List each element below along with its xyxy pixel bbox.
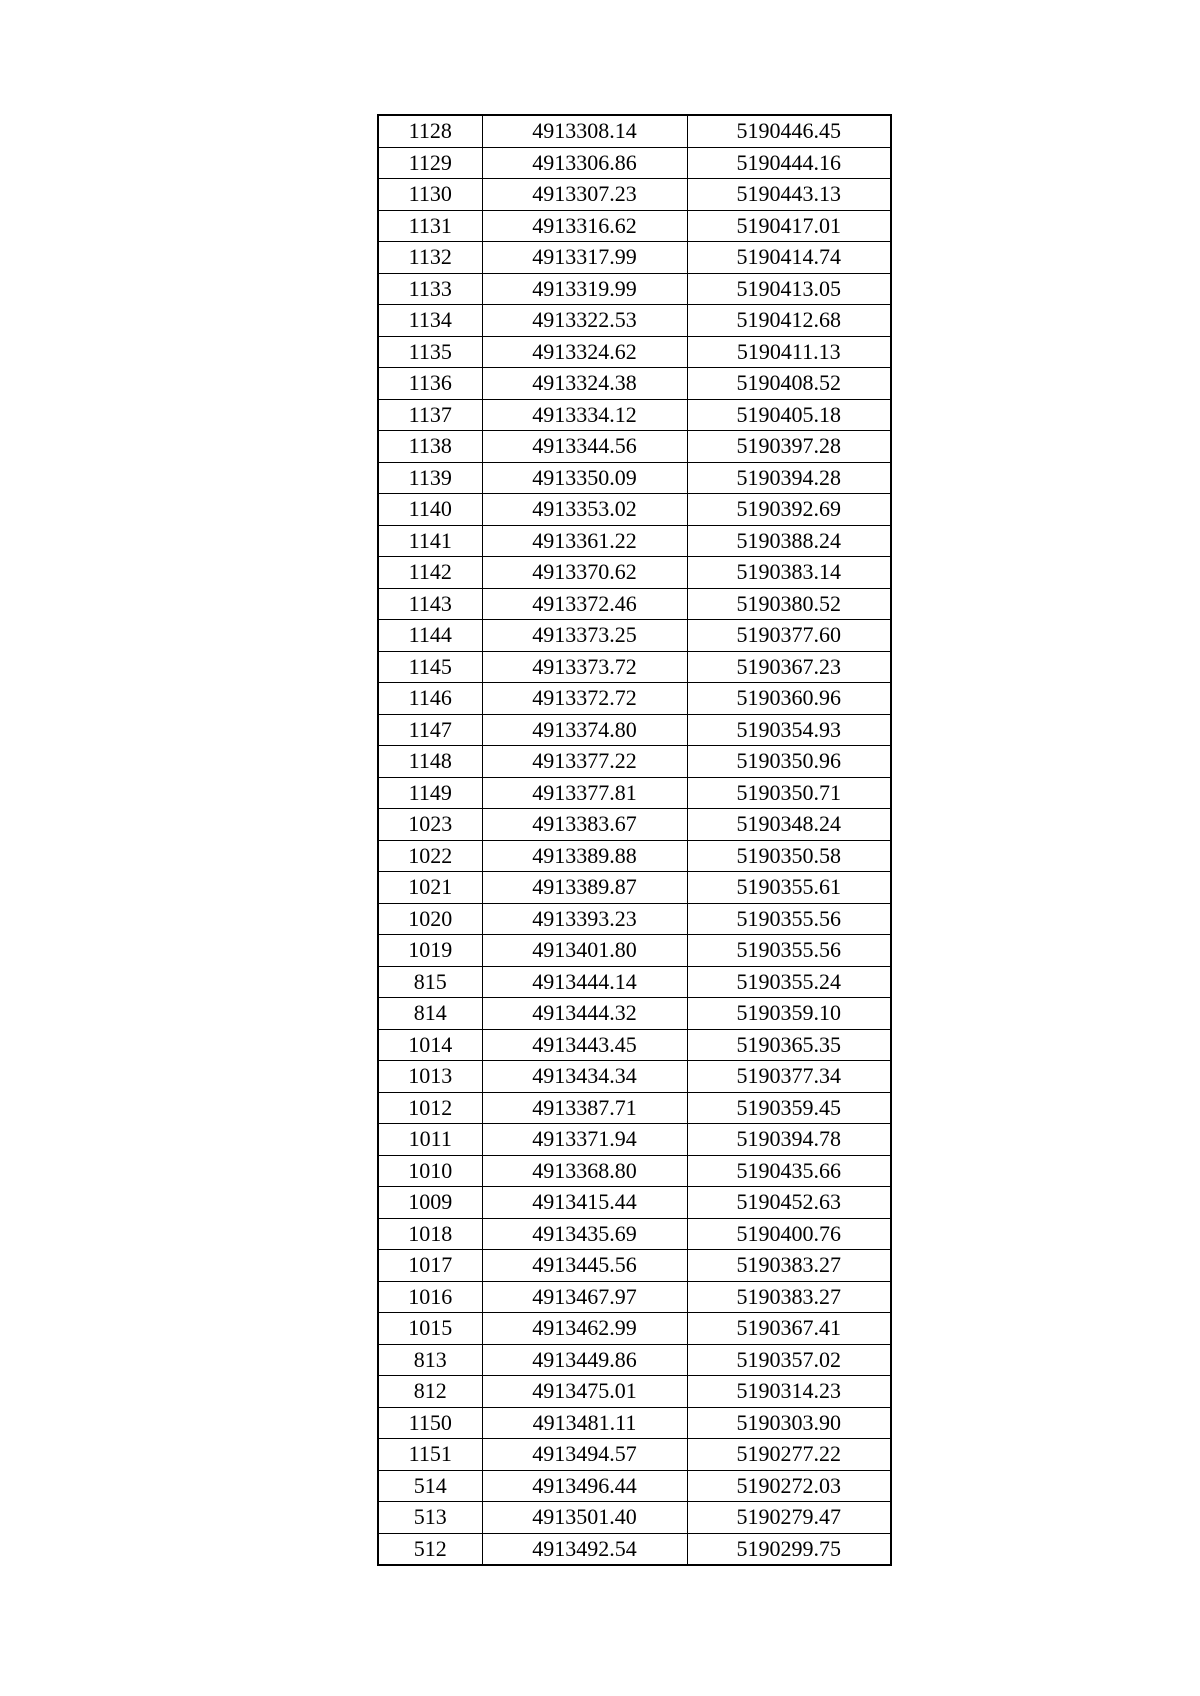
point-number-cell: 1014 (378, 1029, 482, 1061)
table-row (378, 1218, 891, 1250)
point-number-cell: 1010 (378, 1155, 482, 1187)
y-coordinate-cell: 5190405.18 (687, 399, 891, 431)
point-number-cell: 1140 (378, 494, 482, 526)
x-coordinate-cell: 4913317.99 (482, 242, 687, 274)
table-row (378, 998, 891, 1030)
table-row (378, 1092, 891, 1124)
y-coordinate-cell: 5190444.16 (687, 147, 891, 179)
x-coordinate-cell: 4913387.71 (482, 1092, 687, 1124)
table-row (378, 210, 891, 242)
x-coordinate-cell: 4913494.57 (482, 1439, 687, 1471)
y-coordinate-cell: 5190350.96 (687, 746, 891, 778)
x-coordinate-cell: 4913370.62 (482, 557, 687, 589)
y-coordinate-cell: 5190357.02 (687, 1344, 891, 1376)
y-coordinate-cell: 5190365.35 (687, 1029, 891, 1061)
point-number-cell: 813 (378, 1344, 482, 1376)
x-coordinate-cell: 4913393.23 (482, 903, 687, 935)
table-row (378, 714, 891, 746)
table-row (378, 115, 891, 147)
table-row (378, 620, 891, 652)
x-coordinate-cell: 4913449.86 (482, 1344, 687, 1376)
y-coordinate-cell: 5190446.45 (687, 115, 891, 147)
point-number-cell: 1132 (378, 242, 482, 274)
y-coordinate-cell: 5190417.01 (687, 210, 891, 242)
table-row (378, 809, 891, 841)
point-number-cell: 1143 (378, 588, 482, 620)
x-coordinate-cell: 4913444.32 (482, 998, 687, 1030)
table-row (378, 525, 891, 557)
point-number-cell: 1131 (378, 210, 482, 242)
point-number-cell: 1141 (378, 525, 482, 557)
table-row (378, 872, 891, 904)
table-row (378, 1376, 891, 1408)
x-coordinate-cell: 4913501.40 (482, 1502, 687, 1534)
table-row (378, 683, 891, 715)
table-row (378, 1155, 891, 1187)
y-coordinate-cell: 5190354.93 (687, 714, 891, 746)
point-number-cell: 1009 (378, 1187, 482, 1219)
table-row (378, 179, 891, 211)
x-coordinate-cell: 4913434.34 (482, 1061, 687, 1093)
point-number-cell: 1149 (378, 777, 482, 809)
point-number-cell: 812 (378, 1376, 482, 1408)
y-coordinate-cell: 5190413.05 (687, 273, 891, 305)
table-row (378, 462, 891, 494)
y-coordinate-cell: 5190355.56 (687, 935, 891, 967)
y-coordinate-cell: 5190383.27 (687, 1250, 891, 1282)
table-row (378, 1470, 891, 1502)
x-coordinate-cell: 4913444.14 (482, 966, 687, 998)
point-number-cell: 1019 (378, 935, 482, 967)
point-number-cell: 1147 (378, 714, 482, 746)
y-coordinate-cell: 5190303.90 (687, 1407, 891, 1439)
y-coordinate-cell: 5190348.24 (687, 809, 891, 841)
x-coordinate-cell: 4913372.72 (482, 683, 687, 715)
x-coordinate-cell: 4913353.02 (482, 494, 687, 526)
x-coordinate-cell: 4913401.80 (482, 935, 687, 967)
x-coordinate-cell: 4913374.80 (482, 714, 687, 746)
table-row (378, 368, 891, 400)
x-coordinate-cell: 4913492.54 (482, 1533, 687, 1565)
table-row (378, 1407, 891, 1439)
point-number-cell: 1023 (378, 809, 482, 841)
x-coordinate-cell: 4913445.56 (482, 1250, 687, 1282)
y-coordinate-cell: 5190383.27 (687, 1281, 891, 1313)
y-coordinate-cell: 5190400.76 (687, 1218, 891, 1250)
point-number-cell: 1020 (378, 903, 482, 935)
y-coordinate-cell: 5190414.74 (687, 242, 891, 274)
table-row (378, 242, 891, 274)
table-row (378, 305, 891, 337)
y-coordinate-cell: 5190277.22 (687, 1439, 891, 1471)
table-row (378, 903, 891, 935)
x-coordinate-cell: 4913481.11 (482, 1407, 687, 1439)
point-number-cell: 1136 (378, 368, 482, 400)
point-number-cell: 1129 (378, 147, 482, 179)
x-coordinate-cell: 4913373.72 (482, 651, 687, 683)
y-coordinate-cell: 5190299.75 (687, 1533, 891, 1565)
x-coordinate-cell: 4913435.69 (482, 1218, 687, 1250)
y-coordinate-cell: 5190279.47 (687, 1502, 891, 1534)
table-row (378, 1250, 891, 1282)
table-row (378, 1344, 891, 1376)
table-row (378, 147, 891, 179)
y-coordinate-cell: 5190408.52 (687, 368, 891, 400)
y-coordinate-cell: 5190359.45 (687, 1092, 891, 1124)
point-number-cell: 1012 (378, 1092, 482, 1124)
x-coordinate-cell: 4913389.87 (482, 872, 687, 904)
coordinate-table-body (378, 115, 891, 1565)
y-coordinate-cell: 5190355.61 (687, 872, 891, 904)
y-coordinate-cell: 5190367.23 (687, 651, 891, 683)
x-coordinate-cell: 4913361.22 (482, 525, 687, 557)
point-number-cell: 814 (378, 998, 482, 1030)
y-coordinate-cell: 5190360.96 (687, 683, 891, 715)
point-number-cell: 1150 (378, 1407, 482, 1439)
table-row (378, 1281, 891, 1313)
table-row (378, 1533, 891, 1565)
point-number-cell: 513 (378, 1502, 482, 1534)
point-number-cell: 1128 (378, 115, 482, 147)
point-number-cell: 1133 (378, 273, 482, 305)
y-coordinate-cell: 5190377.60 (687, 620, 891, 652)
y-coordinate-cell: 5190412.68 (687, 305, 891, 337)
y-coordinate-cell: 5190377.34 (687, 1061, 891, 1093)
y-coordinate-cell: 5190380.52 (687, 588, 891, 620)
table-row (378, 1439, 891, 1471)
point-number-cell: 1146 (378, 683, 482, 715)
y-coordinate-cell: 5190272.03 (687, 1470, 891, 1502)
x-coordinate-cell: 4913377.22 (482, 746, 687, 778)
y-coordinate-cell: 5190355.24 (687, 966, 891, 998)
y-coordinate-cell: 5190411.13 (687, 336, 891, 368)
x-coordinate-cell: 4913307.23 (482, 179, 687, 211)
point-number-cell: 1148 (378, 746, 482, 778)
table-row (378, 273, 891, 305)
y-coordinate-cell: 5190383.14 (687, 557, 891, 589)
point-number-cell: 1144 (378, 620, 482, 652)
point-number-cell: 1011 (378, 1124, 482, 1156)
x-coordinate-cell: 4913319.99 (482, 273, 687, 305)
point-number-cell: 514 (378, 1470, 482, 1502)
point-number-cell: 1021 (378, 872, 482, 904)
point-number-cell: 1016 (378, 1281, 482, 1313)
coordinate-table (377, 114, 892, 1566)
y-coordinate-cell: 5190359.10 (687, 998, 891, 1030)
y-coordinate-cell: 5190443.13 (687, 179, 891, 211)
point-number-cell: 1018 (378, 1218, 482, 1250)
x-coordinate-cell: 4913475.01 (482, 1376, 687, 1408)
y-coordinate-cell: 5190392.69 (687, 494, 891, 526)
x-coordinate-cell: 4913371.94 (482, 1124, 687, 1156)
point-number-cell: 1142 (378, 557, 482, 589)
y-coordinate-cell: 5190350.71 (687, 777, 891, 809)
y-coordinate-cell: 5190452.63 (687, 1187, 891, 1219)
x-coordinate-cell: 4913344.56 (482, 431, 687, 463)
y-coordinate-cell: 5190394.28 (687, 462, 891, 494)
x-coordinate-cell: 4913316.62 (482, 210, 687, 242)
y-coordinate-cell: 5190435.66 (687, 1155, 891, 1187)
point-number-cell: 1145 (378, 651, 482, 683)
table-row (378, 336, 891, 368)
table-row (378, 399, 891, 431)
x-coordinate-cell: 4913324.38 (482, 368, 687, 400)
x-coordinate-cell: 4913308.14 (482, 115, 687, 147)
table-row (378, 966, 891, 998)
point-number-cell: 1015 (378, 1313, 482, 1345)
table-row (378, 1187, 891, 1219)
x-coordinate-cell: 4913350.09 (482, 462, 687, 494)
y-coordinate-cell: 5190355.56 (687, 903, 891, 935)
point-number-cell: 1135 (378, 336, 482, 368)
table-row (378, 588, 891, 620)
table-row (378, 557, 891, 589)
point-number-cell: 1017 (378, 1250, 482, 1282)
table-row (378, 431, 891, 463)
point-number-cell: 1151 (378, 1439, 482, 1471)
y-coordinate-cell: 5190397.28 (687, 431, 891, 463)
point-number-cell: 1137 (378, 399, 482, 431)
x-coordinate-cell: 4913389.88 (482, 840, 687, 872)
x-coordinate-cell: 4913373.25 (482, 620, 687, 652)
point-number-cell: 1013 (378, 1061, 482, 1093)
x-coordinate-cell: 4913306.86 (482, 147, 687, 179)
table-row (378, 494, 891, 526)
x-coordinate-cell: 4913372.46 (482, 588, 687, 620)
point-number-cell: 1022 (378, 840, 482, 872)
table-row (378, 1029, 891, 1061)
table-row (378, 1313, 891, 1345)
y-coordinate-cell: 5190388.24 (687, 525, 891, 557)
point-number-cell: 1138 (378, 431, 482, 463)
point-number-cell: 1134 (378, 305, 482, 337)
y-coordinate-cell: 5190367.41 (687, 1313, 891, 1345)
point-number-cell: 815 (378, 966, 482, 998)
point-number-cell: 1130 (378, 179, 482, 211)
x-coordinate-cell: 4913368.80 (482, 1155, 687, 1187)
table-row (378, 1502, 891, 1534)
y-coordinate-cell: 5190394.78 (687, 1124, 891, 1156)
table-row (378, 935, 891, 967)
x-coordinate-cell: 4913383.67 (482, 809, 687, 841)
point-number-cell: 512 (378, 1533, 482, 1565)
x-coordinate-cell: 4913322.53 (482, 305, 687, 337)
x-coordinate-cell: 4913462.99 (482, 1313, 687, 1345)
x-coordinate-cell: 4913334.12 (482, 399, 687, 431)
y-coordinate-cell: 5190314.23 (687, 1376, 891, 1408)
table-row (378, 840, 891, 872)
x-coordinate-cell: 4913415.44 (482, 1187, 687, 1219)
table-row (378, 1061, 891, 1093)
x-coordinate-cell: 4913324.62 (482, 336, 687, 368)
x-coordinate-cell: 4913377.81 (482, 777, 687, 809)
table-row (378, 651, 891, 683)
table-row (378, 1124, 891, 1156)
y-coordinate-cell: 5190350.58 (687, 840, 891, 872)
table-row (378, 777, 891, 809)
x-coordinate-cell: 4913467.97 (482, 1281, 687, 1313)
x-coordinate-cell: 4913443.45 (482, 1029, 687, 1061)
point-number-cell: 1139 (378, 462, 482, 494)
x-coordinate-cell: 4913496.44 (482, 1470, 687, 1502)
table-row (378, 746, 891, 778)
